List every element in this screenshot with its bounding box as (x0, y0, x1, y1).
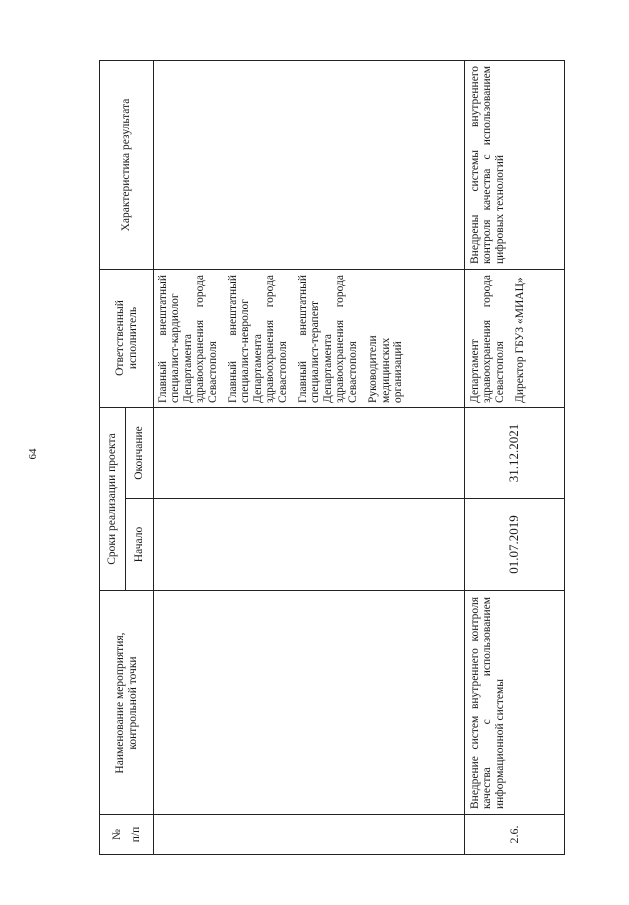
continuation-responsible-list (157, 275, 412, 403)
row-start-date: 01.07.2019 (505, 515, 521, 574)
header-name: Наименование мероприятия, контрольной точки (114, 632, 139, 774)
header-end: Окончание (133, 426, 146, 480)
header-number (100, 815, 153, 854)
responsible-item: Руководители медицинских организаций (367, 335, 404, 403)
header-responsible: Ответственный исполнитель (114, 300, 139, 376)
row-end-date: 31.12.2021 (505, 423, 521, 483)
header-result: Характеристика результата (120, 98, 133, 232)
page-number: 64 (27, 448, 39, 460)
row-number: 2.6. (506, 825, 521, 844)
row-result: Внедрены системы внутреннего контроля качества с использованием цифровых технологий (469, 66, 506, 264)
row-responsible-item: Департамент здравоохранения города Севастополя (469, 275, 506, 403)
rotated-table-container (99, 60, 565, 855)
row-responsible-item: Директор ГБУЗ «МИАЦ» (514, 277, 527, 403)
responsible-item: Главный внештатный специалист-невролог Департамента здравоохранения города Севастополя (227, 275, 289, 403)
row-name: Внедрение систем внутреннего контроля качества с использованием информационной системы (469, 597, 506, 809)
row-responsible (469, 275, 535, 403)
header-number-line2: п/п (129, 826, 142, 843)
header-number-line1: № (111, 829, 124, 840)
plan-table (99, 60, 565, 855)
header-period: Сроки реализации проекта (106, 433, 119, 565)
responsible-item: Главный внештатный специалист-терапевт Департамента здравоохранения города Севастополя (297, 275, 359, 403)
rotated-page-content (99, 60, 565, 855)
header-start: Начало (133, 526, 146, 563)
responsible-item: Главный внештатный специалист-кардиолог Департамента здравоохранения города Севастополя (157, 275, 219, 403)
